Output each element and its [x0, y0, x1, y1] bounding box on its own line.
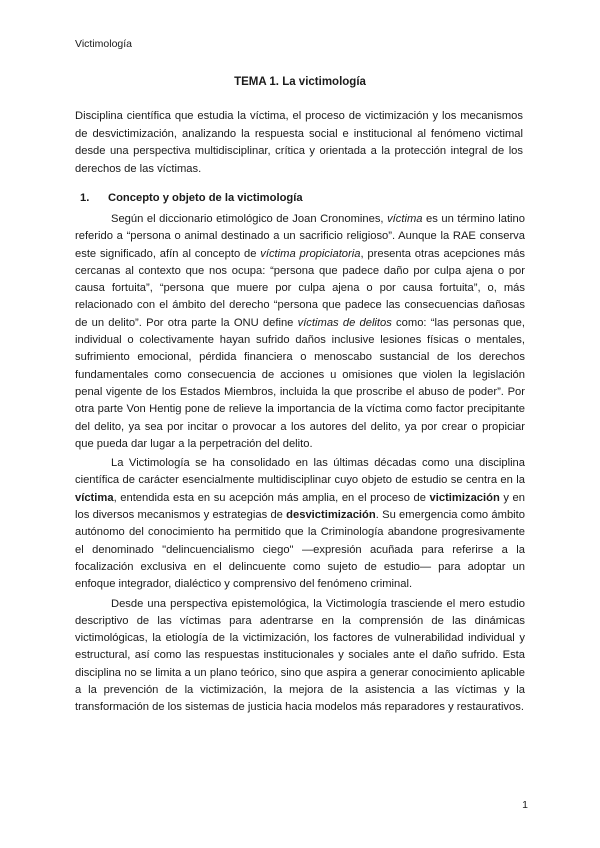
bold-term: desvictimización [286, 509, 376, 522]
text-run: es un término latino referido a “persona o animal destinado a un sacrificio religioso”. Aunque la RAE conserva este significado, afín al concepto de [75, 213, 525, 260]
text-run: Según el diccionario etimológico de Joan Cronomines, [111, 213, 388, 225]
paragraph-3: Desde una perspectiva epistemológica, la Victimología trasciende el mero estudio descriptivo de las víctimas para adentrarse en la comprensión de las dinámicas victimológicas, la etiología de la victimización, los factores de vulnerabilidad individual y estructural, así como las respuestas institucionales y sociales ante el daño sufrido. Esta disciplina no se limita a un plano teórico, sino que aspira a generar conocimiento aplicable a la prevención de la victimización, la mejora de la asistencia a las víctimas y la transformación de los sistemas de justicia hacia modelos más reparadores y restaurativos. [75, 597, 525, 714]
intro-paragraph: Disciplina científica que estudia la víctima, el proceso de victimización y los mecanismos de desvictimización, analizando la respuesta social e institucional al fenómeno victimal desde una perspectiva multidisciplinar, crítica y orientada a la protección integral de los derechos de las víctimas. [75, 110, 523, 175]
section-number: 1. [80, 192, 90, 204]
text-run: y en los diversos mecanismos y estrategias de [75, 491, 525, 522]
italic-term: víctimas de delitos [297, 316, 392, 329]
section-body [75, 211, 525, 719]
italic-term: víctima propiciatoria [260, 247, 361, 260]
bold-term: victimización [429, 491, 500, 504]
text-run: , entendida esta en su acepción más amplia, en el proceso de [113, 491, 430, 504]
italic-term: víctima [387, 213, 423, 225]
text-run: , presenta otras acepciones más cercanas al contexto que nos ocupa: “persona que padece daño por culpa ajena o por causa fortuita”, “persona que muere por culpa ajena o por causa fortuita”, o, más relacionado con el ámbito del derecho “persona que padece las consecuencias dañosas de un delito”. Por otra parte la ONU define [75, 247, 526, 329]
bold-term: víctima [75, 491, 114, 504]
section-heading [80, 192, 303, 204]
paragraph-1 [75, 211, 525, 453]
text-run: como: “las personas que, individual o colectivamente hayan sufrido daños inclusive lesiones físicas o mentales, sufrimiento emocional, pérdida financiera o menoscabo sustancial de los derechos fundamentales como consecuencia de acciones u omisiones que violen la legislación penal vigente de los Estados Miembros, incluida la que proscribe el abuso de poder”. Por otra parte Von Hentig pone de relieve la importancia de la víctima como factor precipitante del delito, ya sea por incitar o provocar a los autores del delito, ya por crear o propiciar que pueda dar lugar a la perpetración del delito. [75, 316, 525, 450]
running-header: Victimología [75, 38, 133, 50]
text-run: . Su emergencia como ámbito autónomo del conocimiento ha permitido que la Criminología abandone progresivamente el denominado "delincuencialismo ciego" —expresión acuñada para referirse a la focalización exclusiva en el delincuente como sujeto de estudio— para adoptar un enfoque integrador, dialéctico y comprensivo del fenómeno criminal. [75, 509, 525, 591]
section-title: Concepto y objeto de la victimología [108, 192, 303, 204]
paragraph-2 [75, 455, 525, 593]
chapter-title: TEMA 1. La victimología [234, 76, 366, 88]
page-number: 1 [522, 799, 528, 811]
text-run: La Victimología se ha consolidado en las últimas décadas como una disciplina científica de carácter esencialmente multidisciplinar cuyo objeto de estudio se centra en la [75, 457, 525, 487]
